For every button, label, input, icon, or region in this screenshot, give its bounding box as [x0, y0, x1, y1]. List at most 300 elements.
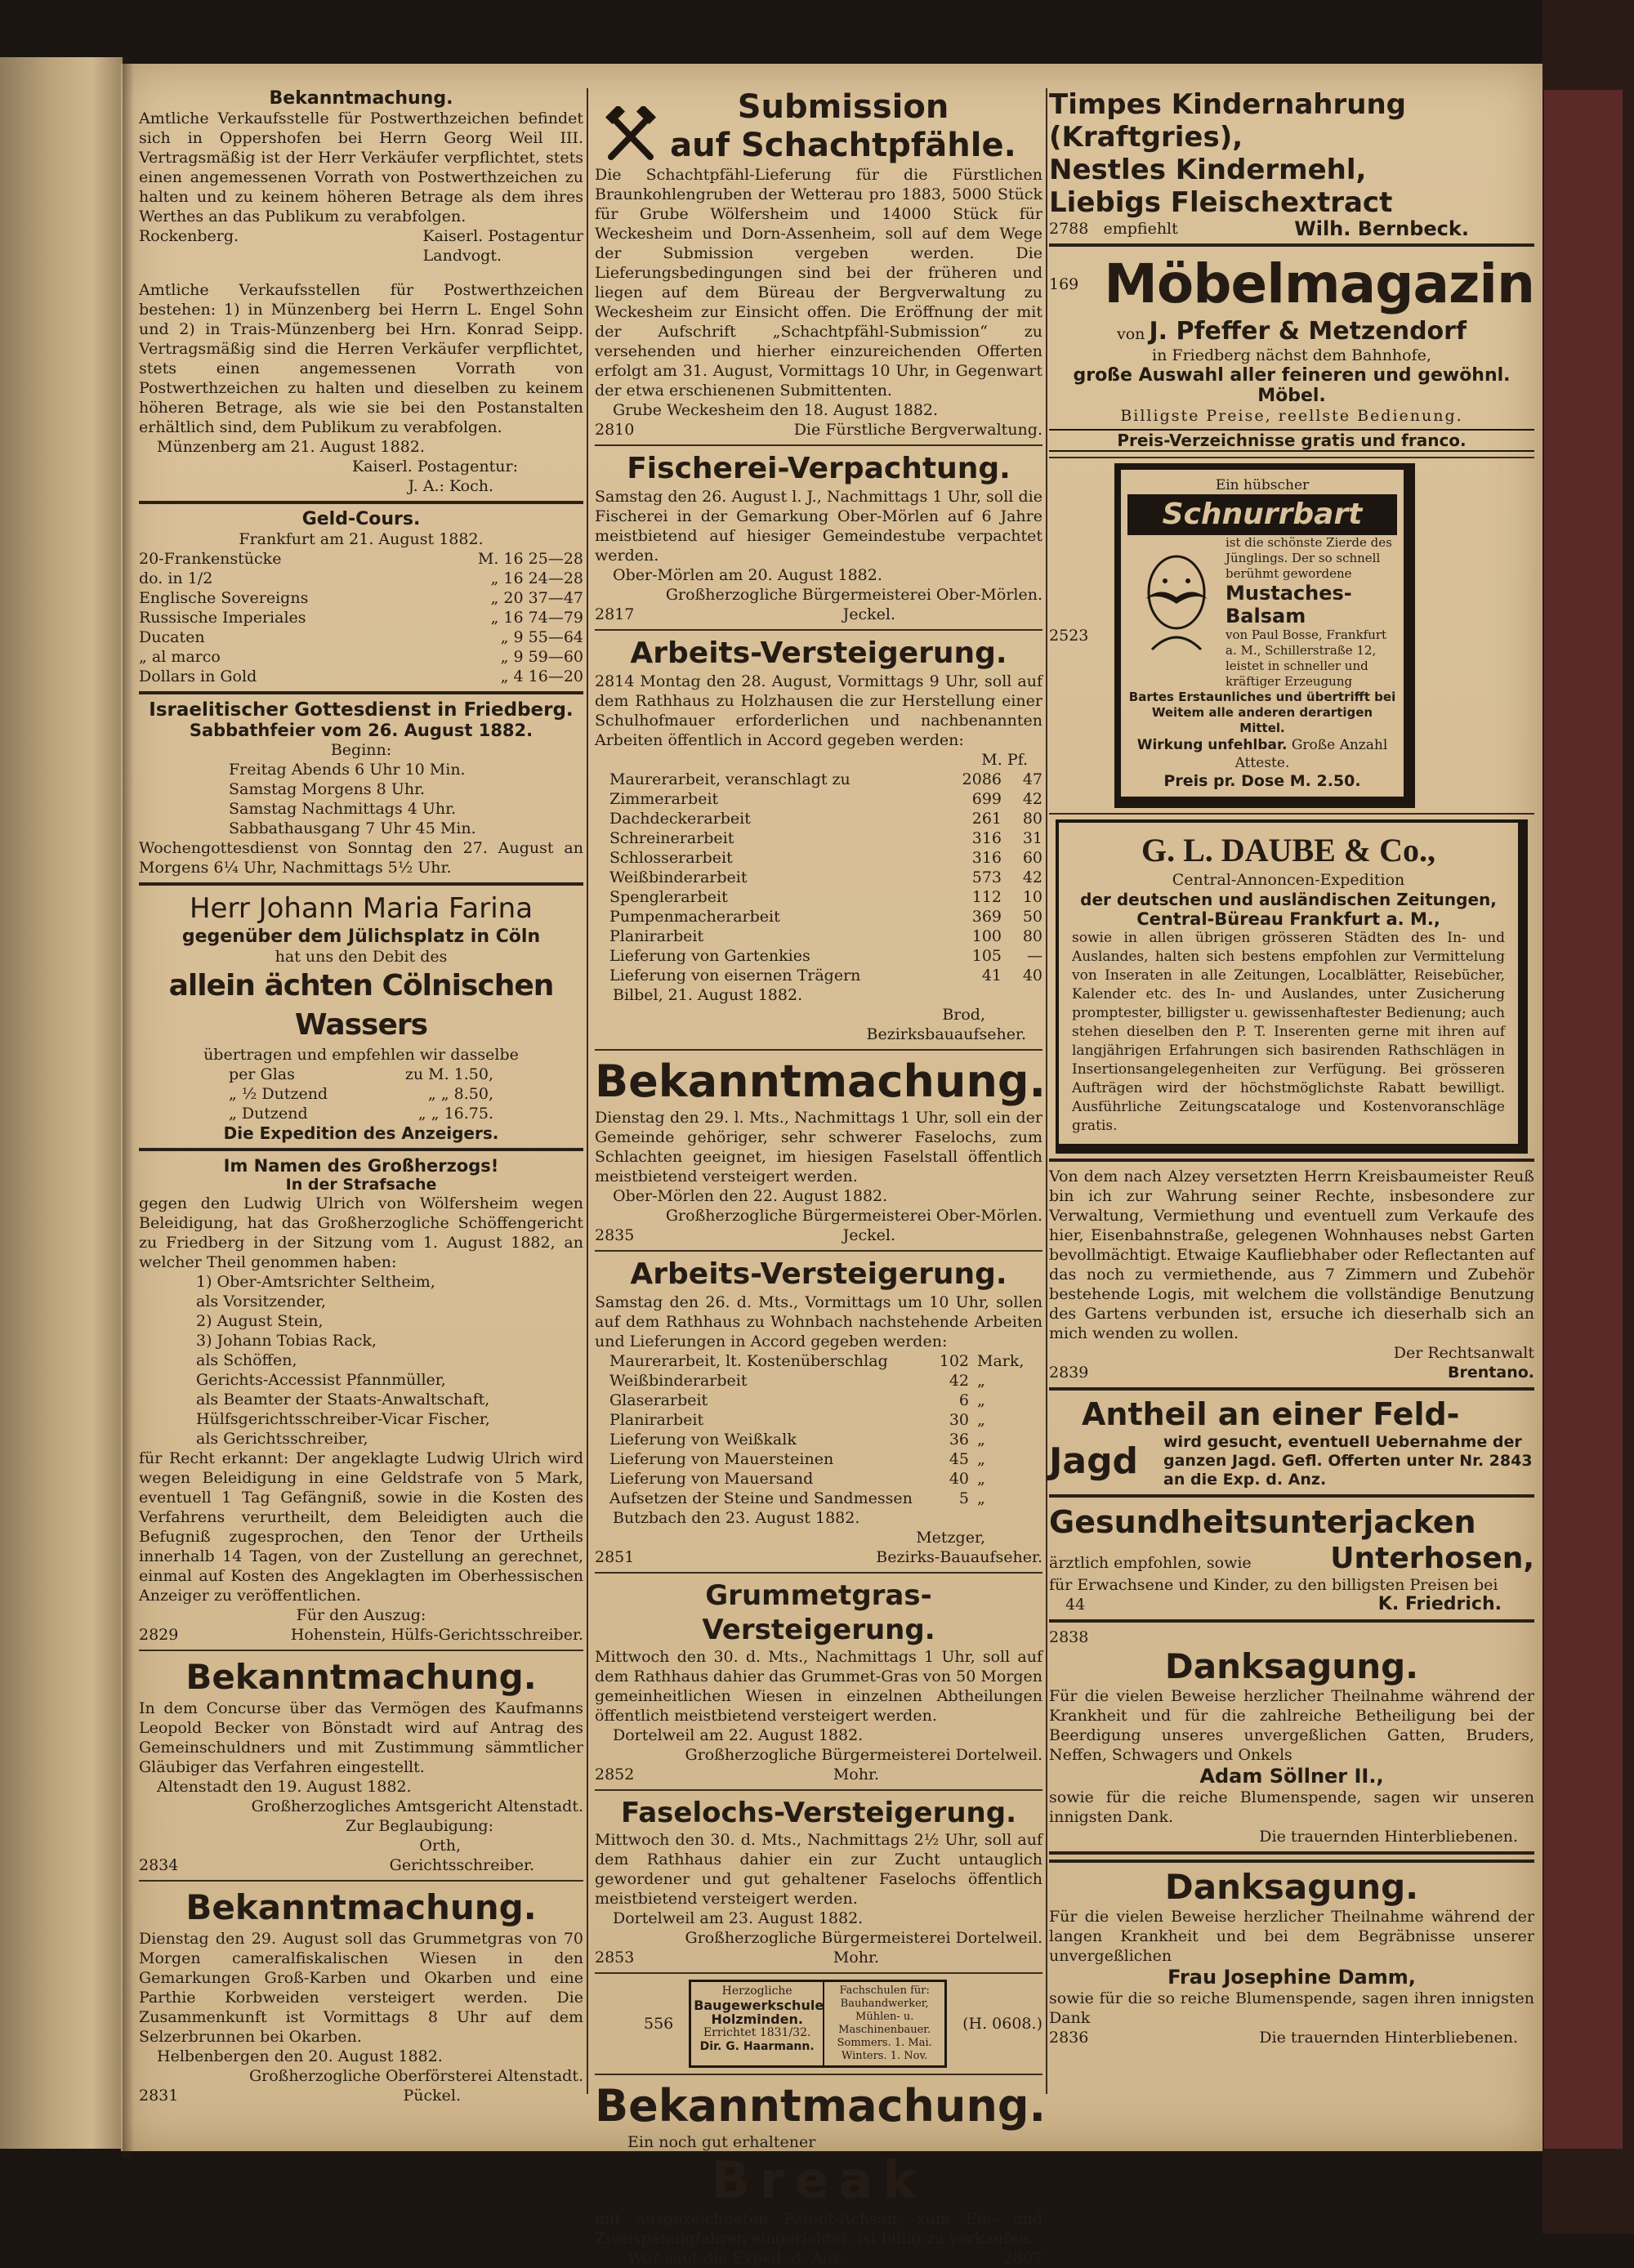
work-item-mark: 36 — [949, 1431, 969, 1449]
ad-line: hat uns den Debit des — [275, 948, 448, 966]
ad-name: Frau Josephine Damm, — [1167, 1966, 1416, 1989]
ad-title: Bekanntmachung. — [595, 2080, 1047, 2132]
ad-danksagung-soellner — [1049, 1627, 1534, 1846]
ad-title: Danksagung. — [1164, 1646, 1419, 1686]
divider — [595, 1572, 1042, 1574]
price-label: „ Dutzend — [229, 1105, 308, 1123]
baugewerk-right — [824, 1982, 944, 2065]
ad-subtitle: der deutschen und ausländischen Zeitungen, — [1080, 890, 1497, 909]
ad-signature-row — [1049, 2028, 1534, 2047]
baugewerk-line: Herzogliche — [721, 1984, 792, 1998]
currency-name: Russische Imperiales — [139, 609, 306, 627]
ad-signature: Orth, — [419, 1837, 461, 1855]
price-row — [229, 1065, 493, 1084]
court-member: 1) Ober-Amtsrichter Seltheim, — [196, 1273, 435, 1291]
currency-rate: „ 9 59—60 — [500, 648, 583, 666]
previous-page-edge — [0, 57, 123, 2149]
work-item-unit: „ — [977, 1470, 985, 1488]
currency-name: do. in 1/2 — [139, 569, 213, 587]
ad-number: 2836 — [1049, 2029, 1089, 2047]
ad-faselochs-obermoerlen — [595, 1056, 1047, 1245]
unit-header: M. Pf. — [981, 751, 1028, 769]
court-member: als Gerichtsschreiber, — [196, 1430, 368, 1448]
ad-place: Grube Weckesheim den 18. August 1882. — [613, 401, 939, 419]
ad-word: Jagd — [1049, 1440, 1139, 1482]
ad-number: 2807 — [1002, 2249, 1042, 2267]
work-item-name: Weißbinderarbeit — [609, 1372, 748, 1390]
baugewerk-name: Baugewerkschule — [694, 1998, 824, 2013]
price-list — [139, 1065, 583, 1123]
work-item-mark: 112 — [971, 888, 1002, 906]
court-member: 3) Johann Tobias Rack, — [196, 1332, 377, 1350]
ad-title: Grummetgras-Versteigerung. — [702, 1579, 935, 1646]
work-item-row — [595, 1351, 1042, 1371]
ad-title: Im Namen des Großherzogs! — [223, 1156, 499, 1176]
background-card — [1544, 90, 1623, 2149]
work-items-table — [595, 1351, 1042, 1508]
ad-signature: Bezirksbauaufseher. — [866, 1025, 1026, 1043]
ad-number: 2834 — [139, 1856, 179, 1874]
service-time: Samstag Morgens 8 Uhr. — [229, 780, 426, 798]
ad-place: Münzenberg am 21. August 1882. — [157, 438, 425, 456]
work-item-mark: 41 — [981, 967, 1002, 984]
ad-signature: Der Rechtsanwalt — [1393, 1344, 1534, 1362]
ad-subtitle: gegenüber dem Jülichsplatz in Cöln — [181, 926, 541, 947]
ad-label: Für den Auszug: — [296, 1606, 426, 1624]
ad-body: sowie in allen übrigen grösseren Städten des In- und Auslandes, halten sich bestens empfohlen zur Vermittelung von Inseraten in alle Zeitungen, Localblätter, Reisebücher, Kalender etc. des In- und Auslandes, unter Zusicherung promptester, billigster u. gewissenhaftester Bedienung; auch stehen dieselben den P. T. Inserenten gerne mit ihren auf langjährigen Erfahrungen sich basirenden Rathschlägen in Insertionsangelegenheiten zur Verfügung. Bei grösseren Aufträgen wird der höchstmöglichste Rabatt bewilligt. Ausführliche Zeitungscataloge und Kostenvoranschläge gratis. — [1072, 930, 1505, 1134]
service-time: Samstag Nachmittags 4 Uhr. — [229, 800, 457, 818]
ad-body: für Recht erkannt: Der angeklagte Ludwig Ulrich wird wegen Beleidigung in eine Geldstrafe von 5 Mark, eventuell 1 Tag Gefängniß, sowie in die Kosten des Verfahrens verurtheilt, dem Beleidigten auch die Befugniß zugesprochen, den Tenor der Urtheils innerhalb 14 Tagen, von der Zustellung an gerechnet, einmal auf Kosten des Angeklagten im Oberhessischen Anzeiger zu veröffentlichen. — [139, 1449, 583, 1605]
schnurrbart-box — [1114, 463, 1415, 808]
ad-subtitle: Sabbathfeier vom 26. August 1882. — [189, 721, 534, 740]
divider — [1049, 1159, 1534, 1162]
work-item-mark: 2086 — [962, 770, 1002, 788]
currency-name: Ducaten — [139, 628, 205, 646]
ad-claim: Bartes Erstaunliches und übertrifft bei Weitem alle anderen derartigen Mittel. — [1128, 690, 1396, 735]
ad-body: Amtliche Verkaufsstelle für Postwerthzeichen befindet sich in Oppershofen bei Herrn Georg Weil III. Vertragsmäßig ist der Herr Verkäufer verpflichtet, stets einen angemessenen Vorrath von Postwerthzeichen zu halten und zu keinem höheren Betrage als dem ihres Werthes an das Publikum zu verabfolgen. — [139, 109, 583, 225]
work-item-name: Planirarbeit — [609, 1411, 704, 1429]
ad-place: Rockenberg. — [139, 227, 239, 245]
divider — [139, 501, 583, 504]
work-item-row — [595, 1410, 1042, 1430]
baugewerk-box — [689, 1980, 947, 2068]
ad-signature-row — [1049, 1363, 1534, 1382]
ad-signature-row — [595, 2248, 1042, 2268]
ad-product: Unterhosen, — [1330, 1542, 1534, 1575]
work-item-pf: 60 — [1022, 849, 1042, 867]
work-item-row — [595, 946, 1042, 966]
work-item-name: Lieferung von Mauersteinen — [609, 1450, 834, 1468]
ad-ein: Ein hübscher — [1215, 477, 1310, 493]
service-time: Sabbathausgang 7 Uhr 45 Min. — [229, 819, 476, 837]
work-item-pf: 42 — [1022, 868, 1042, 886]
court-member: als Beamter der Staats-Anwaltschaft, — [196, 1391, 490, 1409]
work-item-mark: 699 — [971, 790, 1002, 808]
divider — [1049, 1859, 1534, 1863]
work-item-pf: 10 — [1022, 888, 1042, 906]
ad-grummet-dortelweil — [595, 1578, 1042, 1784]
currency-row — [139, 667, 583, 686]
ad-signature-row — [595, 1765, 1042, 1784]
ad-title: Geld-Cours. — [301, 509, 421, 529]
baugewerk-director: Dir. G. Haarmann. — [699, 2040, 815, 2053]
divider — [139, 882, 583, 886]
work-item-name: Schreinerarbeit — [609, 829, 734, 847]
ad-faselochs-dortelweil — [595, 1796, 1042, 1967]
divider — [595, 2074, 1042, 2075]
ad-farina — [139, 891, 583, 1143]
work-item-pf: 40 — [1022, 967, 1042, 984]
work-item-mark: 40 — [949, 1470, 969, 1488]
ad-title: Gesundheitsunterjacken — [1049, 1504, 1476, 1540]
ad-title: Möbelmagazin — [1104, 252, 1534, 315]
work-item-mark: 573 — [971, 868, 1002, 886]
work-item-pf: 42 — [1022, 790, 1042, 808]
ad-body: wird gesucht, eventuell Uebernahme der ganzen Jagd. Gefl. Offerten unter Nr. 2843 an die Exp. d. Anz. — [1163, 1433, 1533, 1489]
work-item-row — [595, 828, 1042, 848]
ad-gottesdienst — [139, 699, 583, 877]
ad-body: mit ausgezeichneten Patent-Achsen, zum Ein- und Zweispännigfahren eingerichtet, ist billig zu verkaufen. — [595, 2210, 1042, 2248]
work-item-name: Aufsetzen der Steine und Sandmessen — [609, 1489, 913, 1507]
work-item-row — [595, 926, 1042, 946]
ad-product: Mustaches-Balsam — [1226, 582, 1352, 627]
ad-concurs — [139, 1656, 583, 1875]
ad-subtitle: Central-Büreau Frankfurt a. M., — [1136, 909, 1440, 929]
ad-signature: Hohenstein, Hülfs-Gerichtsschreiber. — [290, 1626, 583, 1644]
ad-number: 2814 — [595, 672, 635, 690]
ad-baugewerkschule — [595, 1979, 1042, 2069]
crossed-hammers-icon — [601, 106, 660, 165]
work-item-row — [595, 1430, 1042, 1449]
work-item-unit: Mark, — [977, 1352, 1025, 1370]
ad-body: Dienstag den 29. August soll das Grummetgras von 70 Morgen cameralfiskalischen Wiesen in den Gemarkungen Groß-Karben und Okarben und eine Parthie Korbweiden versteigert werden. Die Zusammenkunft ist Vormittags 8 Uhr auf dem Selzerbrunnen bei Okarben. — [139, 1930, 583, 2046]
mustache-man-icon — [1127, 535, 1226, 658]
ad-signature: Mohr. — [833, 1766, 879, 1784]
work-item-name: Zimmerarbeit — [609, 790, 719, 808]
ad-subtitle: In der Strafsache — [285, 1176, 437, 1194]
work-item-unit: „ — [977, 1391, 985, 1409]
work-item-row — [595, 809, 1042, 828]
work-item-name: Planirarbeit — [609, 927, 704, 945]
work-item-row — [595, 907, 1042, 926]
ad-body: Mittwoch den 30. d. Mts., Nachmittags 1 Uhr, soll auf dem Rathhaus dahier das Grummet-Gras von 50 Morgen gemeinheitlichen Wiesen in einzelnen Abtheilungen öffentlich meistbietend versteigert werden. — [595, 1648, 1042, 1725]
ad-geld-cours — [139, 509, 583, 686]
ad-jagd — [1049, 1395, 1534, 1489]
ad-signature: Jeckel. — [842, 605, 895, 623]
currency-row — [139, 627, 583, 647]
work-item-name: Lieferung von eisernen Trägern — [609, 967, 861, 984]
work-item-mark: 42 — [949, 1372, 969, 1390]
ad-title: auf Schachtpfähle. — [670, 127, 1016, 164]
price-row — [229, 1084, 493, 1104]
ad-number: 2788 — [1049, 220, 1089, 238]
work-item-mark: 105 — [971, 947, 1002, 965]
ad-von: von — [1116, 325, 1145, 343]
ad-claim: große Auswahl aller feineren und gewöhnl. Möbel. — [1073, 365, 1511, 406]
work-item-unit: „ — [977, 1431, 985, 1449]
ad-wirkung: Wirkung unfehlbar. — [1136, 737, 1288, 753]
currency-row — [139, 588, 583, 608]
ad-title: Bekanntmachung. — [185, 1657, 537, 1697]
ad-body: Die Schachtpfähl-Lieferung für die Fürstlichen Braunkohlengruben der Wetterau pro 1883, 5000 Stück für Grube Wölfersheim und 14000 Stück für Weckesheim und Dorn-Assenheim, soll auf dem Wege der Submission vergeben werden. Die Lieferungsbedingungen sind bei der früheren und liegen auf dem Büreau der Bergverwaltung zu Weckesheim zur Einsicht offen. Die Eröffnung der mit der Aufschrift „Schachtpfähl-Submission“ zu versehenden und hierher einzureichenden Offerten erfolgt am 31. August, Vormittags 10 Uhr, in Gegenwart der etwa erschienenen Submittenten. — [595, 166, 1042, 400]
divider — [1049, 1494, 1534, 1498]
ad-number: 2829 — [139, 1626, 179, 1644]
ad-submission — [595, 88, 1042, 440]
ad-footer: Preis-Verzeichnisse gratis und franco. — [1049, 429, 1534, 452]
price-label: per Glas — [229, 1065, 295, 1083]
ad-code: (H. 0608.) — [962, 2015, 1042, 2033]
work-item-unit: „ — [977, 1372, 985, 1390]
ad-signature: Die trauernden Hinterbliebenen. — [1259, 2029, 1518, 2047]
ad-number: 169 — [1049, 275, 1079, 293]
ad-schnurrbart — [1049, 463, 1534, 808]
ad-title: Bekanntmachung. — [595, 1056, 1047, 1107]
service-times — [139, 760, 583, 838]
ad-title: Schnurrbart — [1127, 494, 1397, 535]
currency-row — [139, 569, 583, 588]
currency-row — [139, 608, 583, 627]
ad-place: Bilbel, 21. August 1882. — [613, 986, 803, 1004]
ad-signature: Großherzogliche Bürgermeisterei Dortelweil. — [685, 1746, 1042, 1764]
ad-number: 2810 — [595, 421, 635, 439]
work-item-row — [595, 1371, 1042, 1391]
ad-title: Bekanntmachung. — [185, 1887, 537, 1927]
ad-name: Adam Söllner II., — [1199, 1765, 1384, 1788]
ad-signature: Pückel. — [403, 2087, 461, 2105]
ad-number: 44 — [1065, 1596, 1086, 1614]
work-item-row — [595, 848, 1042, 868]
currency-rate: „ 16 74—79 — [490, 609, 583, 627]
ad-arbeit-holzhausen — [595, 636, 1042, 1044]
ad-title: Danksagung. — [1164, 1867, 1419, 1907]
court-member: Gerichts-Accessist Pfannmüller, — [196, 1371, 446, 1389]
ad-title: Submission — [737, 88, 949, 126]
divider — [139, 1148, 583, 1151]
ad-tagline: ist die schönste Zierde des Jünglings. Der so schnell berühmt gewordene — [1226, 535, 1392, 581]
price-value: zu M. 1.50, — [404, 1065, 493, 1083]
work-item-row — [595, 1449, 1042, 1469]
work-item-name: Glaserarbeit — [609, 1391, 708, 1409]
work-item-name: Maurerarbeit, lt. Kostenüberschlag — [609, 1352, 888, 1370]
ad-signature: Großherzogliche Bürgermeisterei Dortelweil. — [685, 1929, 1042, 1947]
work-item-mark: 100 — [971, 927, 1002, 945]
currency-rate: „ 4 16—20 — [500, 667, 583, 685]
ad-body: Samstag den 26. August l. J., Nachmittags 1 Uhr, soll die Fischerei in der Gemarkung Ober-Mörlen auf 6 Jahre meistbietend auf hiesiger Gemeindestube verpachtet werden. — [595, 488, 1042, 565]
work-item-mark: 102 — [939, 1352, 969, 1370]
column-2 — [595, 88, 1047, 2268]
ad-title: G. L. DAUBE & Co., — [1141, 832, 1436, 868]
ad-signature-row — [595, 605, 1042, 624]
ad-signature: Zur Beglaubigung: — [345, 1817, 493, 1835]
divider — [139, 1650, 583, 1651]
baugewerk-line: Mühlen- u. Maschinenbauer. — [838, 2011, 931, 2036]
work-item-pf: 31 — [1022, 829, 1042, 847]
currency-name: „ al marco — [139, 648, 221, 666]
divider — [595, 1972, 1042, 1974]
ad-signature-row — [595, 420, 1042, 440]
ad-body: sowie für die so reiche Blumenspende, sagen ihren innigsten Dank — [1049, 1989, 1534, 2027]
work-item-mark: 30 — [949, 1411, 969, 1429]
ad-signature: Großherzogliche Bürgermeisterei Ober-Mörlen. — [665, 586, 1042, 604]
court-members — [139, 1272, 583, 1449]
ad-title: Faselochs-Versteigerung. — [620, 1797, 1017, 1829]
ad-body: Samstag den 26. d. Mts., Vormittags um 10 Uhr, sollen auf dem Rathhaus zu Wohnbach nachstehende Arbeiten und Lieferungen in Accord gegeben werden: — [595, 1293, 1042, 1351]
ad-line: Nestles Kindermehl, — [1049, 154, 1367, 186]
currency-row — [139, 549, 583, 569]
baugewerk-line: Fachschulen für: — [839, 1984, 930, 1997]
ad-place: in Friedberg nächst dem Bahnhofe, — [1152, 346, 1431, 364]
work-item-mark: 45 — [949, 1450, 969, 1468]
currency-table — [139, 549, 583, 686]
baugewerk-line: Bauhandwerker, — [840, 1998, 929, 2010]
ad-title: Bekanntmachung. — [269, 88, 453, 109]
ad-signature: Metzger, — [916, 1529, 985, 1547]
ad-title: Israelitischer Gottesdienst in Friedberg. — [149, 699, 574, 721]
column-rule — [587, 88, 588, 2094]
ad-body: Dienstag den 29. l. Mts., Nachmittags 1 Uhr, soll ein der Gemeinde gehöriger, sehr schwerer Faselochs, zum Schlachten geeignet, im hiesigen Faselstall öffentlich meistbietend versteigert werden. — [595, 1109, 1042, 1185]
currency-name: Dollars in Gold — [139, 667, 257, 685]
work-item-pf: — — [1027, 947, 1042, 965]
ad-signature-row — [595, 1547, 1042, 1567]
ad-title: Herr Johann Maria Farina — [189, 892, 534, 925]
ad-body: gegen den Ludwig Ulrich von Wölfersheim wegen Beleidigung, hat das Großherzogliche Schöffengericht zu Friedberg in der Sitzung vom 1. August 1882, an welcher Theil genommen haben: — [139, 1194, 583, 1271]
ad-signature: Kaiserl. Postagentur: — [352, 458, 518, 475]
court-member: 2) August Stein, — [196, 1312, 324, 1330]
divider — [139, 1880, 583, 1882]
ad-signature: Großherzogliche Bürgermeisterei Ober-Mörlen. — [665, 1207, 1042, 1225]
ad-line: übertragen und empfehlen wir dasselbe — [203, 1046, 519, 1064]
work-item-mark: 5 — [958, 1489, 969, 1507]
ad-number: 2831 — [139, 2087, 179, 2105]
price-value: „ „ 16.75. — [417, 1105, 493, 1123]
ad-arbeit-wohnbach — [595, 1257, 1042, 1567]
ad-moebelmagazin — [1049, 252, 1534, 452]
ad-break — [595, 2080, 1047, 2268]
divider — [595, 1789, 1042, 1791]
work-item-mark: 369 — [971, 908, 1002, 926]
work-item-row — [595, 1489, 1042, 1508]
ad-line: Liebigs Fleischextract — [1049, 186, 1393, 219]
ad-signature-name: Landvogt. — [422, 247, 502, 265]
ad-price: Billigste Preise, reellste Bedienung. — [1120, 407, 1463, 425]
ad-title: Arbeits-Versteigerung. — [630, 636, 1007, 670]
ad-maker: von Paul Bosse, Frankfurt a. M., Schillerstraße 12, leistet in schneller und kräftiger Erzeugung — [1226, 627, 1387, 689]
ad-daube — [1056, 819, 1528, 1154]
ad-atteste: Große Anzahl Atteste. — [1234, 737, 1388, 771]
currency-name: 20-Frankenstücke — [139, 550, 282, 568]
ad-number: 2839 — [1049, 1364, 1089, 1382]
currency-rate: „ 20 37—47 — [490, 589, 583, 607]
work-item-pf: 80 — [1022, 927, 1042, 945]
ad-signature: Die Fürstliche Bergverwaltung. — [793, 421, 1042, 439]
work-item-name: Spenglerarbeit — [609, 888, 728, 906]
ad-postwerthzeichen-rockenberg — [139, 88, 583, 266]
divider — [1049, 1851, 1534, 1855]
work-item-name: Maurerarbeit, veranschlagt zu — [609, 770, 850, 788]
work-items-table — [595, 770, 1042, 985]
ad-place: Dortelweil am 23. August 1882. — [613, 1909, 864, 1927]
ad-postwerthzeichen-muenzenberg — [139, 280, 583, 496]
ad-urteil — [139, 1156, 583, 1645]
service-time: Freitag Abends 6 Uhr 10 Min. — [229, 761, 466, 779]
ad-title: Arbeits-Versteigerung. — [630, 1257, 1007, 1291]
ad-body: für Erwachsene und Kinder, zu den billigsten Preisen bei — [1049, 1576, 1498, 1594]
ad-signature-row — [139, 1625, 583, 1645]
column-rule — [1046, 88, 1047, 2094]
ad-gesundheitsunterjacken — [1049, 1502, 1534, 1614]
ad-place: Ober-Mörlen den 22. August 1882. — [613, 1187, 888, 1205]
work-item-mark: 316 — [971, 849, 1002, 867]
currency-rate: „ 9 55—64 — [500, 628, 583, 646]
work-item-name: Weißbinderarbeit — [609, 868, 748, 886]
ad-subtitle: Ein noch gut erhaltener — [627, 2133, 816, 2151]
ad-signature: Wilh. Bernbeck. — [1294, 217, 1469, 240]
work-item-name: Lieferung von Gartenkies — [609, 947, 810, 965]
ad-price: Preis pr. Dose M. 2.50. — [1163, 772, 1361, 790]
work-item-name: Dachdeckerarbeit — [609, 810, 751, 828]
ad-body: Für die vielen Beweise herzlicher Theilnahme während der Krankheit und für die zahlreiche Betheiligung bei der Beerdigung unseres unvergeßlichen Gatten, Bruders, Neffen, Schwagers und Onkels — [1049, 1687, 1534, 1764]
ad-number: 2817 — [595, 605, 635, 623]
price-row — [229, 1104, 493, 1123]
work-item-row — [595, 966, 1042, 985]
divider — [1049, 1619, 1534, 1623]
ad-body: Mittwoch den 30. d. Mts., Nachmittags 2½ Uhr, soll auf dem Rathhaus dahier ein zur Zucht untauglich gewordener und gut gehaltener Faselochs öffentlich meistbietend versteigert werden. — [595, 1831, 1042, 1908]
ad-signature: Brod, — [942, 1006, 985, 1024]
ad-signature-name: J. A.: Koch. — [408, 477, 493, 495]
currency-rate: M. 16 25—28 — [477, 550, 583, 568]
ad-signature: K. Friedrich. — [1377, 1594, 1502, 1614]
divider — [139, 691, 583, 694]
ad-title: Fischerei-Verpachtung. — [627, 452, 1011, 485]
work-item-unit: „ — [977, 1450, 985, 1468]
court-member: als Vorsitzender, — [196, 1292, 327, 1310]
ad-place: Butzbach den 23. August 1882. — [613, 1509, 860, 1527]
ad-place: Dortelweil am 22. August 1882. — [613, 1726, 864, 1744]
baugewerk-line: Sommers. 1. Mai. — [837, 2037, 932, 2049]
work-item-row — [595, 868, 1042, 887]
ad-product: allein ächten Cölnischen Wassers — [168, 969, 554, 1042]
divider — [595, 1250, 1042, 1252]
ad-number: 556 — [644, 2015, 674, 2033]
ad-body: Von dem nach Alzey versetzten Herrn Kreisbaumeister Reuß bin ich zur Wahrung seiner Rechte, insbesondere zur Verwaltung, Vermiethung und eventuell zum Verkaufe des hier, Eisenbahnstraße, gelegenen Wohnhauses nebst Garten bevollmächtigt. Etwaige Kaufliebhaber oder Reflectanten auf das noch zu vermiethende, aus 7 Zimmern und Zubehör bestehende Logis, mit welchem die vollständige Benutzung des Gartens verbunden ist, ersuche ich dieserhalb sich an mich wenden zu wollen. — [1049, 1167, 1534, 1342]
work-item-unit: „ — [977, 1489, 985, 1507]
ad-product: Break — [711, 2150, 926, 2210]
ad-line: ärztlich empfohlen, sowie — [1049, 1554, 1252, 1572]
baugewerk-line: Errichtet 1831/32. — [703, 2026, 811, 2039]
ad-timpes — [1049, 88, 1534, 239]
baugewerk-left — [691, 1982, 824, 2065]
baugewerk-line: Winters. 1. Nov. — [841, 2050, 928, 2062]
ad-signature-row — [139, 1855, 583, 1875]
ad-signature: Großherzogliches Amtsgericht Altenstadt. — [251, 1797, 583, 1815]
work-item-name: Lieferung von Mauersand — [609, 1470, 814, 1488]
ad-signature-row — [1049, 219, 1534, 239]
work-item-mark: 261 — [971, 810, 1002, 828]
ad-body: Für die vielen Beweise herzlicher Theilnahme während der langen Krankheit und bei dem Begräbnisse unserer unvergeßlichen — [1049, 1908, 1534, 1965]
ad-label: Beginn: — [330, 741, 392, 759]
ad-where: Wo? sagt die Exped. d. Anz. — [627, 2249, 846, 2267]
currency-row — [139, 647, 583, 667]
currency-rate: „ 16 24—28 — [490, 569, 583, 587]
divider — [1049, 813, 1534, 815]
ad-signature: Die trauernden Hinterbliebenen. — [1259, 1828, 1518, 1846]
work-item-name: Pumpenmacherarbeit — [609, 908, 780, 926]
ad-place: Altenstadt den 19. August 1882. — [157, 1778, 412, 1796]
ad-subtitle: Central-Annoncen-Expedition — [1172, 871, 1405, 889]
ad-body: sowie für die reiche Blumenspende, sagen wir unseren innigsten Dank. — [1049, 1788, 1534, 1826]
ad-grummet-okarben — [139, 1886, 583, 2105]
ad-body: Amtliche Verkaufsstellen für Postwerthzeichen bestehen: 1) in Münzenberg bei Herrn L. Engel Sohn und 2) in Trais-Münzenberg bei Hrn. Konrad Seipp. Vertragsmäßig sind die Herren Verkäufer verpflichtet, stets einen angemessenen Vorrath von Postwerthzeichen zu halten und dieselben zu keinem höheren Betrage, als wie sie bei den Postanstalten erhältlich sind, dem Publikum zu verabfolgen. — [139, 281, 583, 436]
